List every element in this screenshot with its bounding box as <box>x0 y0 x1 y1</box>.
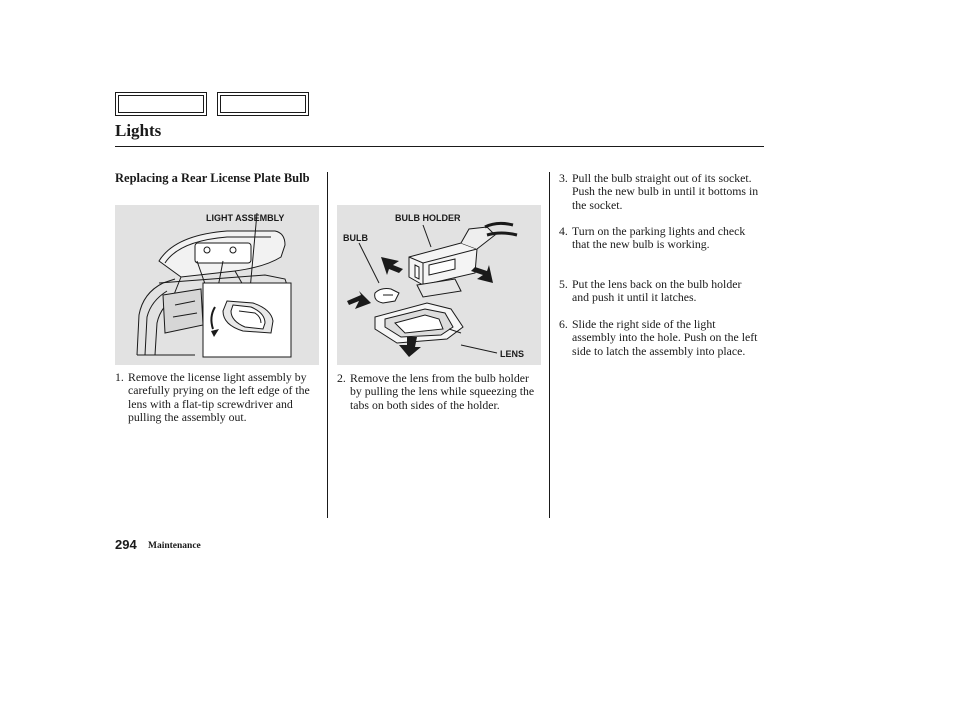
callout-light-assembly: LIGHT ASSEMBLY <box>206 213 285 223</box>
callout-bulb: BULB <box>343 233 368 243</box>
step-number: 4. <box>559 224 568 238</box>
trunk-illustration <box>115 205 319 365</box>
step-text: Put the lens back on the bulb holder and push it until it latches. <box>572 277 742 305</box>
step-text: Turn on the parking lights and check that the new bulb is working. <box>572 224 746 252</box>
step-text: Slide the right side of the light assembly into the hole. Push on the left side to latch the assembly into place. <box>572 317 758 358</box>
nav-tab-box-2[interactable] <box>217 92 309 116</box>
step-3 <box>559 172 761 212</box>
title-divider <box>115 146 764 147</box>
figure-bulb-holder <box>337 205 541 365</box>
footer-section-name: Maintenance <box>148 541 201 551</box>
bulb-holder-illustration <box>337 205 541 365</box>
step-6 <box>559 318 761 358</box>
column-divider-1 <box>327 172 328 518</box>
callout-bulb-holder: BULB HOLDER <box>395 213 461 223</box>
step-number: 5. <box>559 277 568 291</box>
column-divider-2 <box>549 172 550 518</box>
step-number: 2. <box>337 371 346 385</box>
callout-lens: LENS <box>500 349 525 359</box>
step-1 <box>115 371 320 425</box>
step-text: Remove the license light assembly by carefully prying on the left edge of the lens with a flat-tip screwdriver and pulling the assembly out. <box>128 370 310 425</box>
section-heading: Replacing a Rear License Plate Bulb <box>115 171 310 185</box>
step-number: 6. <box>559 317 568 331</box>
nav-tab-box-1[interactable] <box>115 92 207 116</box>
step-number: 3. <box>559 171 568 185</box>
step-text: Pull the bulb straight out of its socket. Push the new bulb in until it bottoms in the socket. <box>572 171 759 212</box>
step-text: Remove the lens from the bulb holder by pulling the lens while squeezing the tabs on both sides of the holder. <box>350 371 535 412</box>
step-2 <box>337 372 537 412</box>
page-title: Lights <box>115 121 162 140</box>
page-number: 294 <box>115 537 137 552</box>
figure-trunk-light-assembly <box>115 205 319 365</box>
step-5 <box>559 278 761 305</box>
step-number: 1. <box>115 370 124 384</box>
step-4 <box>559 225 761 252</box>
